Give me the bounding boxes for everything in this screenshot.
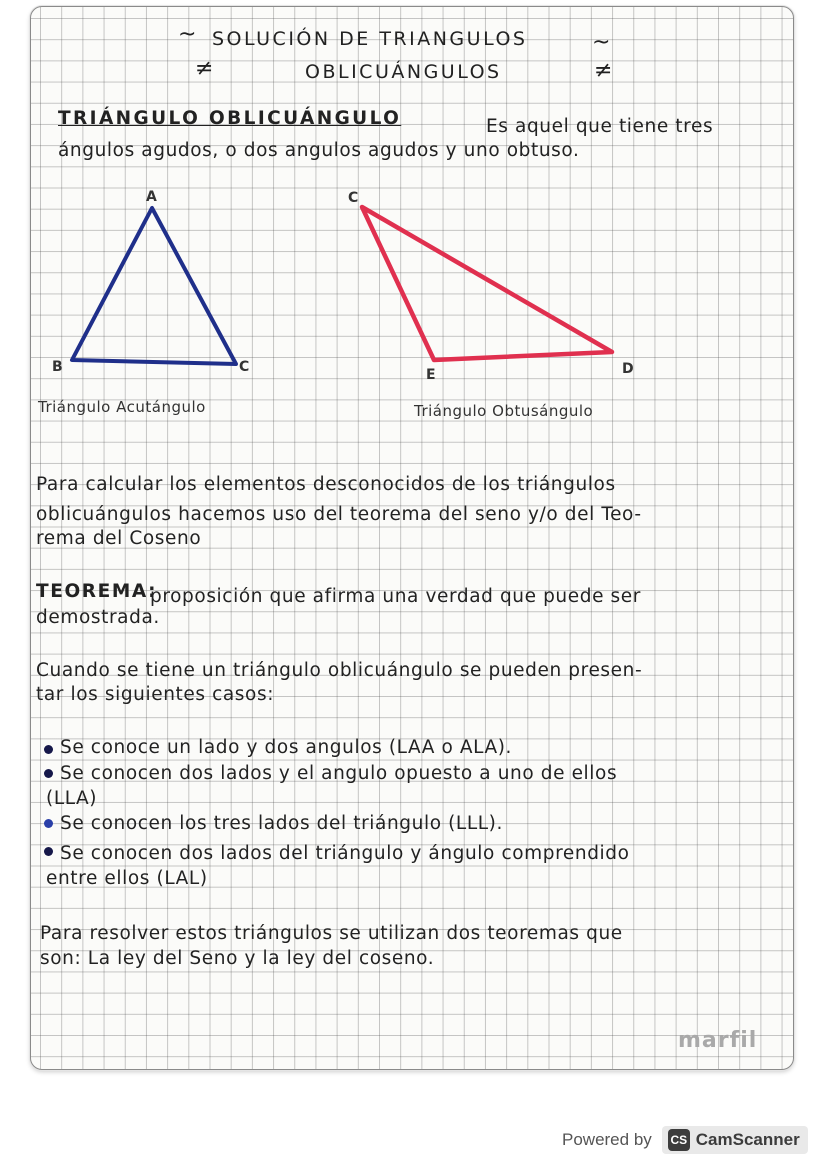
vertex-label-d: D bbox=[622, 361, 634, 377]
case-item-2-line2: (LLA) bbox=[46, 788, 98, 809]
triangle-figures bbox=[0, 0, 828, 460]
definition-line1: Es aquel que tiene tres bbox=[486, 116, 714, 137]
theorem-line2: demostrada. bbox=[36, 607, 160, 628]
obtuse-triangle bbox=[362, 207, 612, 360]
notebook-brand-watermark: marfil bbox=[678, 1028, 758, 1053]
title-decoration-left-2: ≠ bbox=[195, 56, 214, 81]
vertex-label-e: E bbox=[426, 367, 436, 383]
case-item-1: Se conoce un lado y dos angulos (LAA o ALA). bbox=[60, 737, 513, 758]
definition-line2: ángulos agudos, o dos angulos agudos y uno obtuso. bbox=[58, 140, 580, 161]
theorem-term: TEOREMA: bbox=[36, 581, 158, 602]
camscanner-logo-icon: CS bbox=[668, 1129, 690, 1151]
obtuse-triangle-caption: Triángulo Obtusángulo bbox=[414, 402, 594, 420]
closing-line1: Para resolver estos triángulos se utilizan dos teoremas que bbox=[40, 923, 623, 944]
list-bullet bbox=[44, 819, 53, 828]
case-item-4-line1: Se conocen dos lados del triángulo y ángulo comprendido bbox=[60, 843, 630, 864]
title-decoration-right-2: ≠ bbox=[594, 58, 613, 83]
paragraph1-line1: Para calcular los elementos desconocidos de los triángulos bbox=[36, 474, 616, 495]
acute-triangle-caption: Triángulo Acutángulo bbox=[38, 398, 206, 416]
page-title-line1: SOLUCIÓN DE TRIANGULOS bbox=[212, 28, 528, 50]
powered-by-label: Powered by bbox=[562, 1130, 652, 1149]
camscanner-footer bbox=[562, 1122, 808, 1158]
acute-triangle bbox=[72, 208, 236, 364]
paragraph1-line2: oblicuángulos hacemos uso del teorema del seno y/o del Teo- bbox=[36, 504, 642, 525]
vertex-label-a: A bbox=[146, 189, 157, 205]
closing-line2: son: La ley del Seno y la ley del coseno. bbox=[40, 948, 435, 969]
vertex-label-c-obtuse: C bbox=[348, 190, 359, 206]
list-bullet bbox=[44, 847, 53, 856]
page-title-line2: OBLICUÁNGULOS bbox=[305, 61, 502, 83]
title-decoration-right: ~ bbox=[592, 30, 611, 55]
cases-intro-line2: tar los siguientes casos: bbox=[36, 684, 275, 705]
camscanner-brand: CamScanner bbox=[695, 1130, 800, 1149]
list-bullet bbox=[44, 745, 53, 754]
case-item-2-line1: Se conocen dos lados y el angulo opuesto a uno de ellos bbox=[60, 763, 618, 784]
camscanner-badge bbox=[662, 1126, 808, 1154]
theorem-line1: proposición que afirma una verdad que puede ser bbox=[150, 586, 641, 607]
cases-intro-line1: Cuando se tiene un triángulo oblicuángulo se pueden presen- bbox=[36, 660, 643, 681]
vertex-label-c: C bbox=[239, 359, 250, 375]
case-item-4-line2: entre ellos (LAL) bbox=[46, 868, 208, 889]
list-bullet bbox=[44, 769, 53, 778]
vertex-label-b: B bbox=[52, 359, 63, 375]
title-decoration-left: ~ bbox=[178, 22, 197, 47]
case-item-3: Se conocen los tres lados del triángulo (LLL). bbox=[60, 813, 503, 834]
definition-term: TRIÁNGULO OBLICUÁNGULO bbox=[58, 108, 402, 129]
paragraph1-line3: rema del Coseno bbox=[36, 528, 202, 549]
